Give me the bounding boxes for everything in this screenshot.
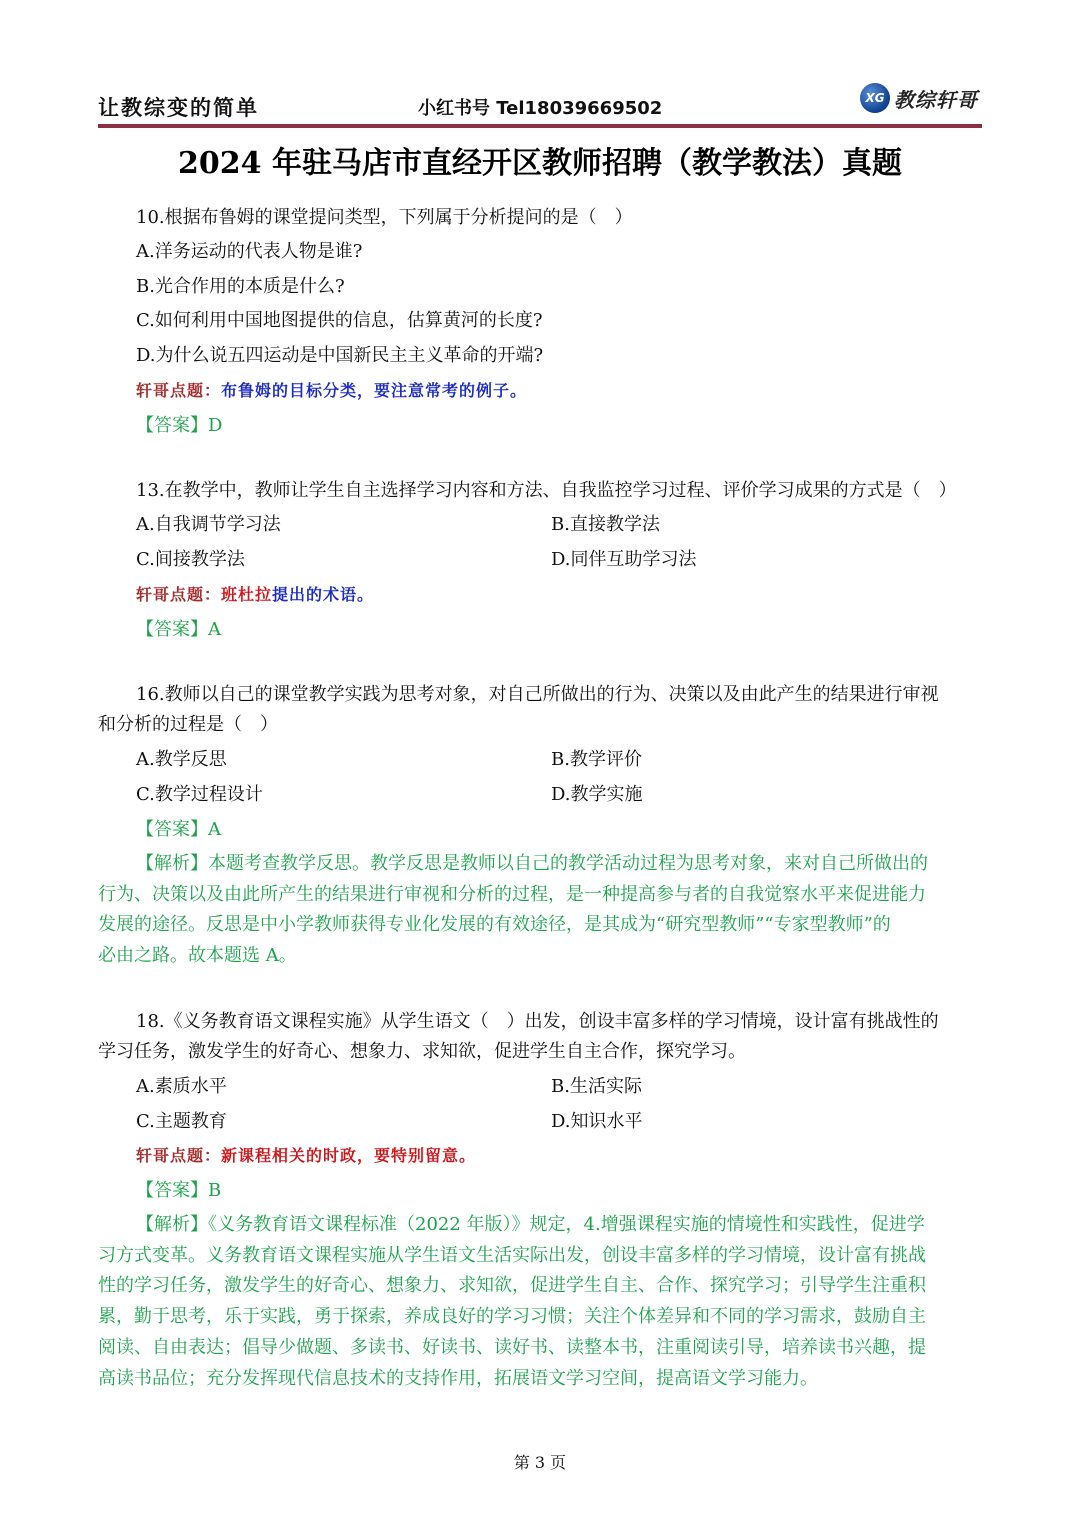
option-item: D.为什么说五四运动是中国新民主主义革命的开端? — [136, 345, 544, 366]
analysis-text: 高读书品位；充分发挥现代信息技术的支持作用，拓展语文学习空间，提高语文学习能力。 — [98, 1368, 818, 1389]
analysis-text: 【解析】本题考查教学反思。教学反思是教师以自己的教学活动过程为思考对象，来对自己所做出的 — [136, 853, 928, 874]
question-stem: 10.根据布鲁姆的课堂提问类型，下列属于分析提问的是（ ） — [136, 207, 633, 228]
logo-text: 教综轩哥 — [894, 87, 978, 112]
tip-text: 新课程相关的时政，要特别留意。 — [221, 1146, 477, 1165]
analysis-text: 累，勤于思考，乐于实践，勇于探索，养成良好的学习习惯；关注个体差异和不同的学习需求，鼓励自主 — [98, 1306, 926, 1327]
tip-label: 轩哥点题： — [136, 1146, 222, 1165]
brand-logo — [860, 80, 978, 116]
tip-text: 布鲁姆的目标分类，要注意常考的例子。 — [221, 381, 528, 400]
option-item: D.教学实施 — [551, 784, 643, 805]
option-item: A.教学反思 — [136, 749, 227, 770]
answer-label: 【答案】 — [136, 619, 208, 640]
tip-line — [136, 379, 527, 403]
question-stem: 18.《义务教育语文课程实施》从学生语文（ ）出发，创设丰富多样的学习情境，设计富有挑战性的 — [136, 1011, 939, 1032]
analysis-text: 阅读、自由表达；倡导少做题、多读书、好读书、读好书、读整本书，注重阅读引导，培养读书兴趣，提 — [98, 1337, 926, 1358]
tip-label: 轩哥点题： — [136, 585, 222, 604]
answer-value: A — [208, 619, 221, 640]
answer-label: 【答案】 — [136, 415, 208, 436]
tip-line — [136, 583, 374, 607]
option-item: C.间接教学法 — [136, 549, 245, 570]
page-header — [98, 78, 982, 128]
tip-label: 轩哥点题： — [136, 381, 222, 400]
option-item: A.素质水平 — [136, 1076, 227, 1097]
option-item: B.生活实际 — [551, 1076, 642, 1097]
option-item: B.光合作用的本质是什么? — [136, 276, 345, 297]
option-item: A.洋务运动的代表人物是谁? — [136, 241, 363, 262]
option-item: A.自我调节学习法 — [136, 514, 281, 535]
analysis-text: 【解析】《义务教育语文课程标准（2022 年版）》规定，4.增强课程实施的情境性和实践性，促进学 — [136, 1214, 925, 1235]
analysis-text: 习方式变革。义务教育语文课程实施从学生语文生活实际出发，创设丰富多样的学习情境，设计富有挑战 — [98, 1245, 926, 1266]
answer-line — [136, 818, 221, 842]
analysis-text: 行为、决策以及由此所产生的结果进行审视和分析的过程，是一种提高参与者的自我觉察水平来促进能力 — [98, 884, 926, 905]
option-item: C.主题教育 — [136, 1111, 227, 1132]
option-item: C.如何利用中国地图提供的信息，估算黄河的长度? — [136, 310, 543, 331]
answer-label: 【答案】 — [136, 819, 208, 840]
question-stem: 和分析的过程是（ ） — [98, 714, 278, 735]
option-item: D.同伴互助学习法 — [551, 549, 697, 570]
answer-value: A — [208, 819, 221, 840]
answer-line — [136, 1179, 221, 1203]
question-stem: 13.在教学中，教师让学生自主选择学习内容和方法、自我监控学习过程、评价学习成果的方式是（ ） — [136, 480, 957, 501]
option-item: C.教学过程设计 — [136, 784, 263, 805]
page-title: 2024 年驻马店市直经开区教师招聘（教学教法）真题 — [178, 146, 902, 181]
analysis-text: 性的学习任务，激发学生的好奇心、想象力、求知欲，促进学生自主、合作、探究学习；引导学生注重积 — [98, 1275, 926, 1296]
page-number: 第 3 页 — [513, 1453, 567, 1472]
question-stem: 学习任务，激发学生的好奇心、想象力、求知欲，促进学生自主合作，探究学习。 — [98, 1041, 746, 1062]
header-divider — [98, 124, 982, 128]
analysis-text: 发展的途径。反思是中小学教师获得专业化发展的有效途径，是其成为“研究型教师”“专家型教师”的 — [98, 914, 891, 935]
option-item: B.直接教学法 — [551, 514, 660, 535]
tip-text: 提出的术语。 — [272, 585, 375, 604]
header-slogan: 让教综变的简单 — [98, 96, 259, 120]
option-item: B.教学评价 — [551, 749, 642, 770]
answer-label: 【答案】 — [136, 1180, 208, 1201]
header-contact: 小红书号 Tel18039669502 — [418, 98, 663, 119]
answer-value: D — [208, 415, 223, 436]
option-item: D.知识水平 — [551, 1111, 643, 1132]
question-stem: 16.教师以自己的课堂教学实践为思考对象，对自己所做出的行为、决策以及由此产生的结果进行审视 — [136, 684, 939, 705]
tip-line — [136, 1144, 476, 1168]
answer-value: B — [208, 1180, 222, 1201]
tip-text: 班杜拉 — [221, 585, 273, 604]
logo-mark-icon: XG — [860, 83, 890, 113]
answer-line — [136, 618, 221, 642]
analysis-text: 必由之路。故本题选 A。 — [98, 945, 297, 966]
answer-line — [136, 414, 222, 438]
